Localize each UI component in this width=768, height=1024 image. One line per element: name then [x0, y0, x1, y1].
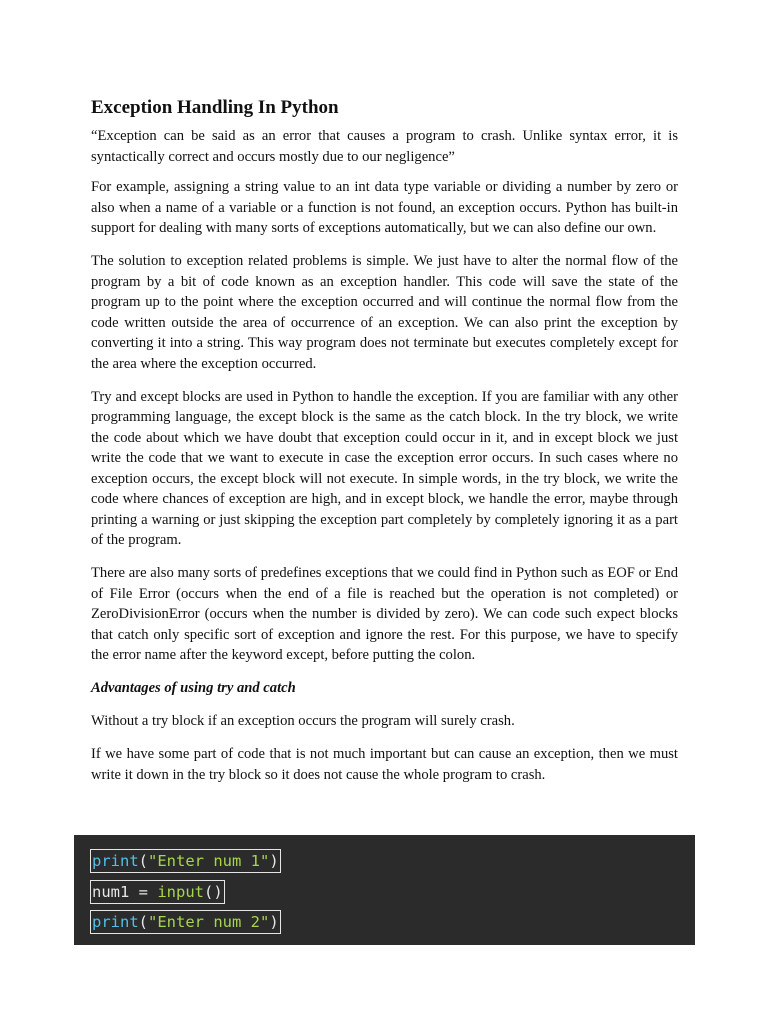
code-block	[74, 835, 695, 945]
close-paren: )	[269, 913, 279, 931]
document-body	[91, 96, 678, 798]
open-paren: (	[138, 913, 149, 931]
close-paren: )	[269, 852, 279, 870]
section-subheading: Advantages of using try and catch	[91, 680, 296, 696]
paragraph-predefined-exceptions: There are also many sorts of predefines exceptions that we could find in Python such as EOF or End of File Error (occurs when the end of a file is reached but the operation is not completed) or ZeroDivisionError (occurs when the number is divided by zero). We can code such expect blocks that catch only specific sort of exception and ignore the rest. For this purpose, we have to specify the error name after the keyword except, before putting the colon.	[91, 565, 678, 663]
string-literal: "Enter num 2"	[148, 913, 270, 931]
print-builtin: print	[92, 852, 139, 870]
paragraph-without-try: Without a try block if an exception occurs the program will surely crash.	[91, 713, 515, 729]
print-builtin: print	[92, 913, 139, 931]
paragraph-try-except: Try and except blocks are used in Python to handle the exception. If you are familiar with any other programming language, the except block is the same as the catch block. In the try block, we write the code about which we have doubt that exception could occur in it, and in except block we just write the code that we want to execute in case the exception error occurs. In such cases where no exception occurs, the except block will not execute. In simple words, in the try block, we write the code where chances of exception are high, and in except block, we handle the error, maybe through printing a warning or just skipping the exception part completely by completely ignoring it as a part of the program.	[91, 388, 678, 548]
string-literal: "Enter num 1"	[148, 852, 270, 870]
input-builtin: input	[157, 882, 204, 901]
code-line-3	[90, 910, 695, 934]
paragraph-try-block-advice: If we have some part of code that is not much important but can cause an exception, then we must write it down in the try block so it does not cause the whole program to crash.	[91, 746, 678, 783]
code-line-1-box	[90, 849, 281, 873]
assignment: num1 =	[92, 882, 158, 901]
code-line-1	[90, 849, 695, 873]
call-parens: ()	[204, 882, 223, 901]
page-title: Exception Handling In Python	[91, 97, 339, 118]
paragraph-solution: The solution to exception related problems is simple. We just have to alter the normal flow of the program by a bit of code known as an exception handler. This code will save the state of the program up to the point where the exception occurred and will continue the normal flow from the code written outside the area of occurrence of an exception. We can also print the exception by converting it into a string. This way program does not terminate but executes completely except for the area where the exception occurred.	[91, 253, 678, 372]
code-line-2	[90, 880, 695, 904]
open-paren: (	[138, 852, 149, 870]
definition-quote: “Exception can be said as an error that causes a program to crash. Unlike syntax error, it is syntactically correct and occurs mostly due to our negligence”	[91, 128, 678, 165]
paragraph-example: For example, assigning a string value to an int data type variable or dividing a number by zero or also when a name of a variable or a function is not found, an exception occurs. Python has built-in support for dealing with many sorts of exceptions automatically, but we can also define our own.	[91, 179, 678, 236]
code-line-3-box	[90, 910, 281, 934]
code-line-2-box	[90, 880, 225, 904]
